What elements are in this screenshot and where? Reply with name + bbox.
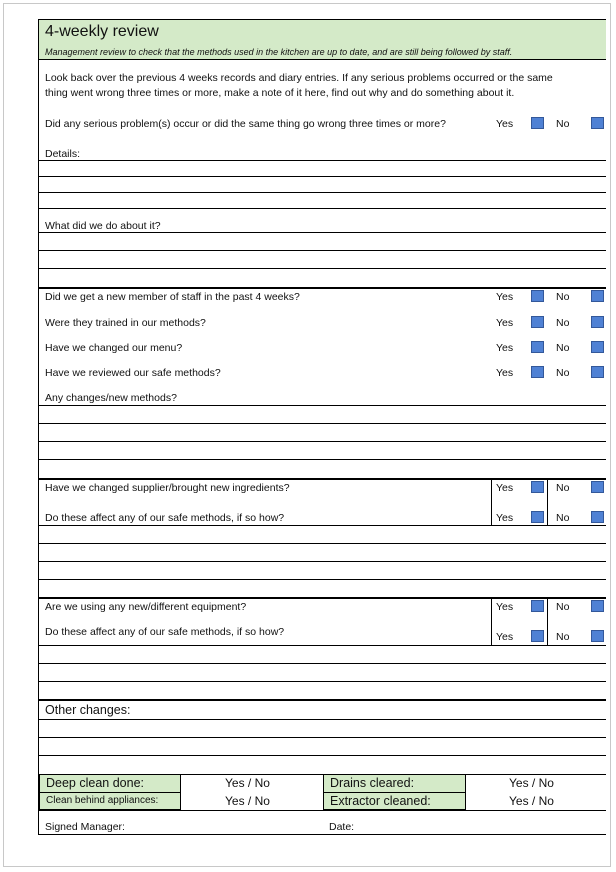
no-label: No [556,291,570,303]
no-label: No [556,118,570,130]
equipment-line[interactable] [39,681,606,682]
yes-label: Yes [496,631,514,643]
details-line[interactable] [39,192,606,193]
no-checkbox-menu[interactable] [591,341,604,353]
no-label: No [556,342,570,354]
question-equipment: Are we using any new/different equipment? [45,601,247,613]
no-checkbox-affect-equipment[interactable] [591,630,604,642]
yes-label: Yes [496,317,514,329]
signature-line[interactable] [39,834,606,835]
no-label: No [556,317,570,329]
action-line[interactable] [39,268,606,269]
yes-checkbox-affect-supplier[interactable] [531,511,544,523]
supplier-line[interactable] [39,561,606,562]
supplier-line[interactable] [39,543,606,544]
form-header [39,19,606,60]
no-label: No [556,631,570,643]
yes-checkbox-menu[interactable] [531,341,544,353]
yes-checkbox-affect-equipment[interactable] [531,630,544,642]
changes-methods-label: Any changes/new methods? [45,392,177,404]
extractor-yes-no[interactable]: Yes / No [509,794,554,808]
column-divider [547,598,548,645]
no-checkbox-supplier[interactable] [591,481,604,493]
other-changes-label: Other changes: [45,703,131,717]
no-checkbox-serious[interactable] [591,117,604,129]
yes-checkbox-supplier[interactable] [531,481,544,493]
yes-checkbox-reviewed[interactable] [531,366,544,378]
no-checkbox-affect-supplier[interactable] [591,511,604,523]
no-checkbox-staff[interactable] [591,290,604,302]
no-label: No [556,512,570,524]
details-label: Details: [45,148,81,160]
action-line[interactable] [39,250,606,251]
other-changes-line[interactable] [39,737,606,738]
extractor-label: Extractor cleaned: [330,794,431,808]
deep-clean-label: Deep clean done: [46,776,144,790]
no-label: No [556,601,570,613]
question-affect-equipment: Do these affect any of our safe methods, if so how? [45,626,285,638]
action-line[interactable] [39,232,606,233]
clean-behind-cell [39,792,181,810]
yes-label: Yes [496,482,514,494]
intro-line-1: Look back over the previous 4 weeks records and diary entries. If any serious problems occurred or the same [45,72,553,84]
column-divider [547,479,548,525]
yes-checkbox-equipment[interactable] [531,600,544,612]
equipment-line[interactable] [39,645,606,646]
drains-yes-no[interactable]: Yes / No [509,776,554,790]
question-supplier: Have we changed supplier/brought new ingredients? [45,482,290,494]
review-form [38,19,606,835]
methods-line[interactable] [39,405,606,406]
question-trained: Were they trained in our methods? [45,317,206,329]
methods-line[interactable] [39,459,606,460]
details-line[interactable] [39,176,606,177]
methods-line[interactable] [39,441,606,442]
clean-behind-yes-no[interactable]: Yes / No [225,794,270,808]
no-checkbox-reviewed[interactable] [591,366,604,378]
yes-label: Yes [496,601,514,613]
column-divider [491,479,492,525]
form-title: 4-weekly review [45,23,159,40]
drains-label: Drains cleared: [330,776,415,790]
section-divider [39,478,606,480]
drains-cell [323,774,466,793]
yes-checkbox-staff[interactable] [531,290,544,302]
form-subtitle: Management review to check that the methods used in the kitchen are up to date, and are still being followed by staff. [45,47,513,57]
details-line[interactable] [39,160,606,161]
intro-line-2: thing went wrong three times or more, make a note of it here, find out why and do something about it. [45,87,515,99]
yes-label: Yes [496,342,514,354]
section-divider [39,597,606,599]
yes-checkbox-serious[interactable] [531,117,544,129]
other-changes-line[interactable] [39,719,606,720]
methods-line[interactable] [39,423,606,424]
no-label: No [556,482,570,494]
no-label: No [556,367,570,379]
what-did-label: What did we do about it? [45,220,161,232]
supplier-line[interactable] [39,525,606,526]
signed-manager-label: Signed Manager: [45,821,125,833]
question-affect-supplier: Do these affect any of our safe methods, if so how? [45,512,285,524]
supplier-line[interactable] [39,579,606,580]
yes-checkbox-trained[interactable] [531,316,544,328]
yes-label: Yes [496,291,514,303]
question-reviewed: Have we reviewed our safe methods? [45,367,221,379]
question-menu: Have we changed our menu? [45,342,183,354]
no-checkbox-equipment[interactable] [591,600,604,612]
section-divider [39,287,606,289]
equipment-line[interactable] [39,663,606,664]
other-changes-line[interactable] [39,755,606,756]
no-checkbox-trained[interactable] [591,316,604,328]
extractor-cell [323,792,466,810]
yes-label: Yes [496,367,514,379]
deep-clean-cell [39,774,181,793]
section-divider [39,699,606,701]
column-divider [491,598,492,645]
table-bottom-line [39,810,606,811]
yes-label: Yes [496,512,514,524]
date-label: Date: [329,821,355,833]
yes-label: Yes [496,118,514,130]
details-line[interactable] [39,208,606,209]
question-new-staff: Did we get a new member of staff in the past 4 weeks? [45,291,300,303]
clean-behind-label: Clean behind appliances: [46,795,159,806]
question-serious-problems: Did any serious problem(s) occur or did the same thing go wrong three times or more? [45,118,446,130]
deep-clean-yes-no[interactable]: Yes / No [225,776,270,790]
